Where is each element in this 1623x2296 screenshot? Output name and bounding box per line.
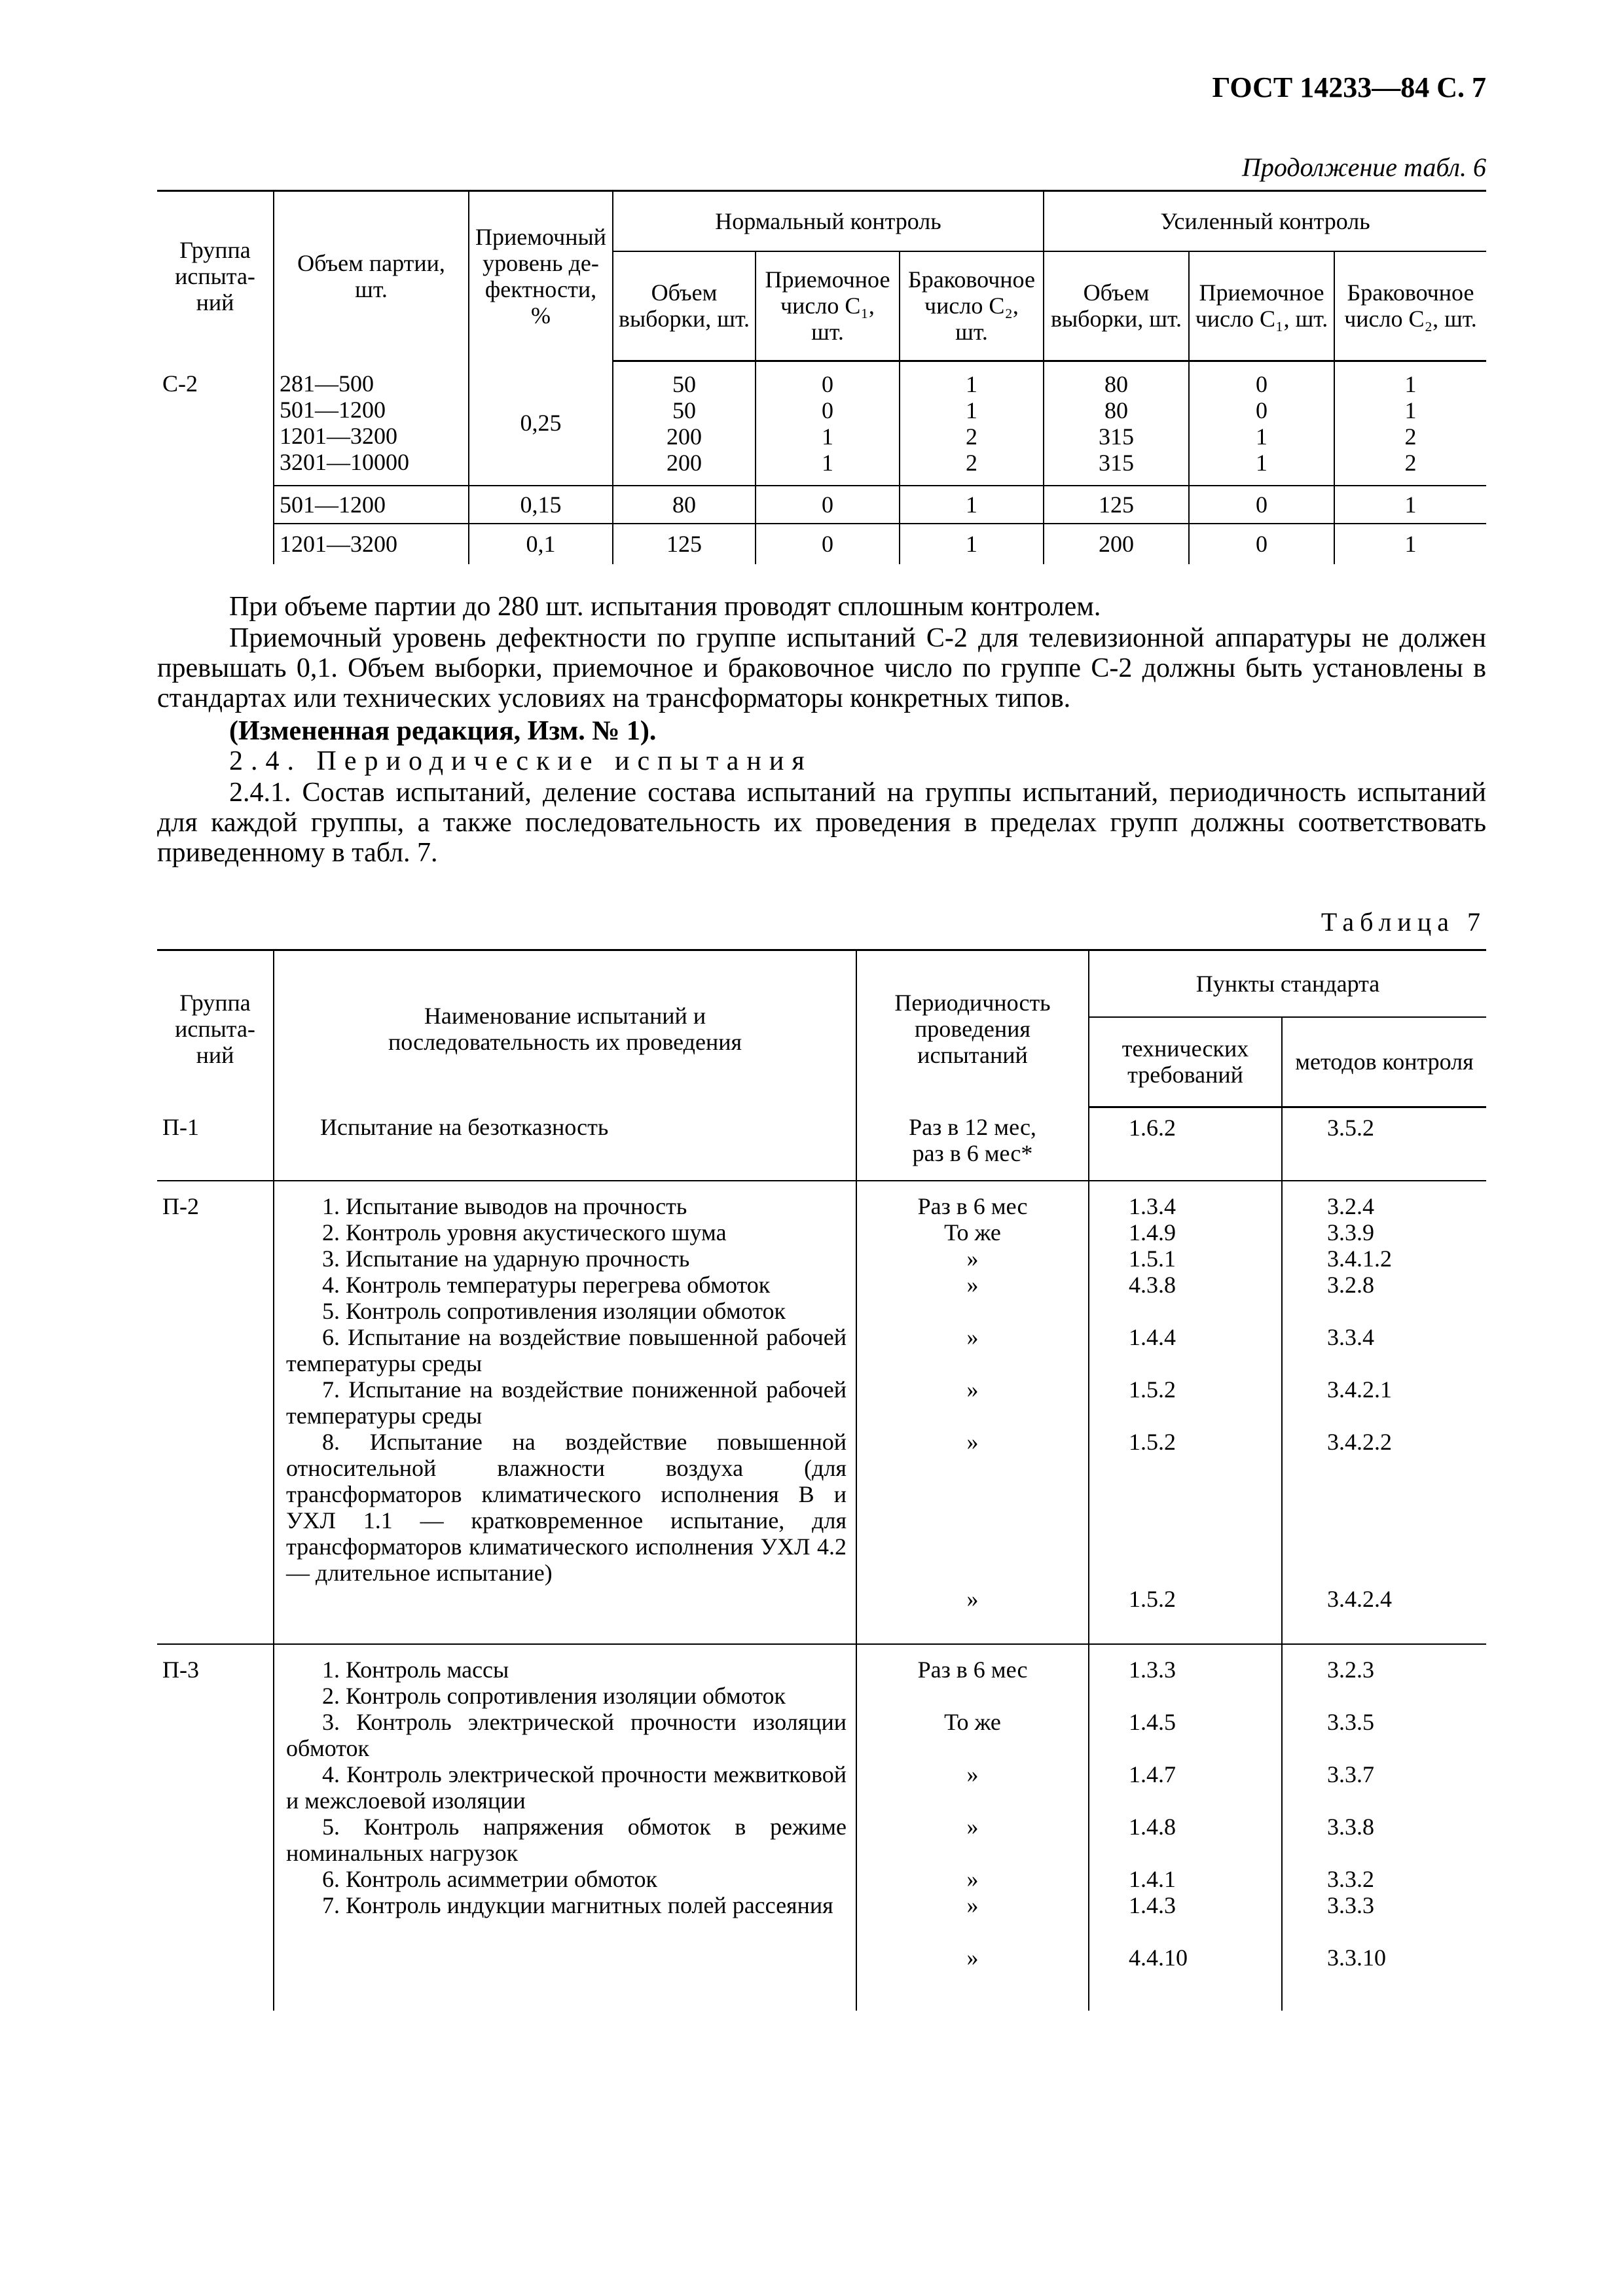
t7-p2-method-cell: 3.4.1.2	[1327, 1245, 1392, 1272]
t7-p2-method-cell: 3.3.9	[1327, 1219, 1374, 1246]
t6-cell: 0	[822, 397, 833, 423]
t7-p2-item: 1. Испытание выводов на прочность	[322, 1193, 687, 1219]
t7-p3-period-cell: »	[966, 1813, 979, 1840]
t6-r2-lot: 501—1200	[274, 486, 469, 524]
t7-p2-method-cell: 3.2.8	[1327, 1271, 1374, 1298]
paragraph-2-4-1: 2.4.1. Состав испытаний, деление состава испытаний на группы испытаний, периодичность испытаний для каждой группы, а также последовательность их проведения в пределах групп должны соответствовать приведенному в табл. 7.	[157, 778, 1486, 868]
t6-r3-cell: 125	[613, 524, 756, 564]
t7-header-group: Группа испыта- ний	[175, 990, 255, 1069]
t7-p1-period	[856, 1107, 1089, 1181]
t6-header-t-acc: Приемочное число C₁, шт.	[1189, 251, 1334, 361]
section-periodic-tests: 2.4. Периодические испытания	[229, 746, 812, 776]
t7-p3-tech-cell: 1.4.3	[1129, 1892, 1176, 1918]
t6-cell: 0	[1256, 397, 1267, 423]
t7-p2-tech-cell: 1.3.4	[1129, 1193, 1176, 1219]
t6-r2-cell: 1	[1334, 486, 1486, 524]
paragraph-aql-tv: Приемочный уровень дефектности по группе испытаний С-2 для телевизионной аппаратуры не должен превышать 0,1. Объем выборки, приемочное и браковочное число по группе С-2 должны быть установлены в стандартах или технических условиях на трансформаторы конкретных типов.	[157, 623, 1486, 713]
t6-header-n-sample: Объем выборки, шт.	[613, 251, 756, 361]
t7-p3-method-cell: 3.2.3	[1327, 1656, 1374, 1683]
t7-p3-period-cell: »	[966, 1944, 979, 1971]
t7-p2-method-cell: 3.2.4	[1327, 1193, 1374, 1219]
t6-header-n-acc: Приемочное число C₁, шт.	[756, 251, 900, 361]
t7-p3-method	[1282, 1644, 1486, 2011]
t7-p3-period-cell: »	[966, 1865, 979, 1892]
t6-header-t-rej: Браковочное число C₂, шт.	[1334, 251, 1486, 361]
t7-p2-group: П-2	[157, 1181, 274, 1644]
t7-p2-tech-cell: 1.4.4	[1129, 1323, 1176, 1350]
paragraph-amendment: (Измененная редакция, Изм. № 1).	[229, 716, 657, 746]
t6-r3-cell: 1	[900, 524, 1044, 564]
t7-p2-method-cell: 3.3.4	[1327, 1323, 1374, 1350]
t7-p3-method-cell: 3.3.2	[1327, 1865, 1374, 1892]
table-continuation-label: Продолжение табл. 6	[1241, 152, 1486, 182]
t7-p2-tech-cell: 1.5.2	[1129, 1585, 1176, 1612]
t6-n-rej	[900, 361, 1044, 486]
t6-r3-aql: 0,1	[469, 524, 613, 564]
t6-r3-cell: 200	[1044, 524, 1189, 564]
t7-p2-tech-cell: 1.5.1	[1129, 1245, 1176, 1272]
t6-lot: 281—500	[280, 370, 374, 397]
paragraph-sampling: При объеме партии до 280 шт. испытания проводят сплошным контролем.	[229, 592, 1101, 622]
t7-p2-period-cell: »	[966, 1323, 979, 1350]
t7-p2-method	[1282, 1181, 1486, 1644]
t7-header-tech: технических требований	[1089, 1017, 1282, 1107]
t6-header-group: Группа испыта- ний	[175, 237, 255, 316]
t6-header-aql: Приемочный уровень де- фектности, %	[469, 191, 613, 361]
t7-p3-period-cell: »	[966, 1761, 979, 1787]
t7-p2-tech-cell: 1.5.2	[1129, 1376, 1176, 1403]
t7-p1-name: Испытание на безотказность	[274, 1107, 856, 1181]
t7-p3-item: 2. Контроль сопротивления изоляции обмоток	[322, 1682, 786, 1709]
t6-cell: 2	[966, 423, 977, 450]
t6-header-n-rej: Браковочное число C₂, шт.	[900, 251, 1044, 361]
t7-p3-method-cell: 3.3.3	[1327, 1892, 1374, 1918]
t7-p2-tech-cell: 4.3.8	[1129, 1271, 1176, 1298]
t7-p1-tech: 1.6.2	[1089, 1107, 1282, 1181]
t7-p2-tech	[1089, 1181, 1282, 1644]
t7-p3-method-cell: 3.3.7	[1327, 1761, 1374, 1787]
t7-p3-method-cell: 3.3.5	[1327, 1708, 1374, 1735]
t6-cell: 80	[1104, 371, 1128, 397]
t7-p3-items	[274, 1644, 856, 2011]
t6-cell: 315	[1099, 450, 1134, 476]
t7-header-name: Наименование испытаний и последовательность их проведения	[274, 950, 856, 1107]
t6-r3-cell: 0	[756, 524, 900, 564]
t7-p3-method-cell: 3.3.10	[1327, 1944, 1386, 1971]
t7-p2-period-cell: »	[966, 1376, 979, 1403]
t7-p2-items	[274, 1181, 856, 1644]
t6-header-t-sample: Объем выборки, шт.	[1044, 251, 1189, 361]
t6-cell: 1	[966, 371, 977, 397]
t6-t-acc	[1189, 361, 1334, 486]
t6-cell: 2	[1404, 423, 1417, 450]
t7-p1-method: 3.5.2	[1282, 1107, 1486, 1181]
t7-p2-tech-cell: 1.4.9	[1129, 1219, 1176, 1246]
t7-p3-period-cell: »	[966, 1892, 979, 1918]
t7-p2-method-cell: 3.4.2.2	[1327, 1428, 1392, 1455]
t7-p2-period-cell: То же	[944, 1219, 1001, 1246]
t7-p3-tech-cell: 1.4.1	[1129, 1865, 1176, 1892]
t6-aql: 0,25	[469, 361, 613, 486]
t6-r2-cell: 1	[900, 486, 1044, 524]
t7-p3-item: 1. Контроль массы	[322, 1656, 509, 1683]
t7-p3-item: 6. Контроль асимметрии обмоток	[322, 1865, 658, 1892]
t6-cell: 1	[822, 450, 833, 476]
t7-p3-item: 5. Контроль напряжения обмоток в режиме номинальных нагрузок	[286, 1813, 847, 1866]
t7-p2-period-cell: »	[966, 1585, 979, 1612]
t6-n-acc	[756, 361, 900, 486]
t7-p3-item: 7. Контроль индукции магнитных полей рассеяния	[322, 1892, 833, 1918]
t6-lot: 1201—3200	[280, 422, 397, 449]
t6-cell: 1	[1404, 371, 1417, 397]
t7-p2-method-cell: 3.4.2.1	[1327, 1376, 1392, 1403]
t6-cell: 200	[666, 450, 702, 476]
t7-p1-period-line: Раз в 12 мес,	[909, 1113, 1036, 1140]
t7-p3-period-cell: Раз в 6 мес	[917, 1656, 1028, 1683]
table-6	[157, 190, 1486, 564]
t7-p2-tech-cell: 1.5.2	[1129, 1428, 1176, 1455]
t7-p3-period	[856, 1644, 1089, 2011]
t6-group: С-2	[162, 370, 198, 397]
t6-n-sample	[613, 361, 756, 486]
t6-r2-aql: 0,15	[469, 486, 613, 524]
t6-cell: 1	[1256, 450, 1267, 476]
t7-p3-tech-cell: 1.4.7	[1129, 1761, 1176, 1787]
t7-p2-item: 6. Испытание на воздействие повышенной рабочей температуры среды	[286, 1323, 847, 1376]
t6-header-normal: Нормальный контроль	[613, 191, 1044, 251]
t6-t-rej	[1334, 361, 1486, 486]
t6-header-lot: Объем партии, шт.	[274, 191, 469, 361]
t6-lot: 501—1200	[280, 396, 386, 423]
t7-p2-item: 4. Контроль температуры перегрева обмоток	[322, 1271, 771, 1298]
t6-lots	[274, 361, 469, 486]
t7-header-points: Пункты стандарта	[1089, 950, 1486, 1017]
t6-cell: 1	[1256, 423, 1267, 450]
t7-p1-period-line: раз в 6 мес*	[912, 1139, 1033, 1166]
t7-p3-method-cell: 3.3.8	[1327, 1813, 1374, 1840]
t7-p2-period-cell: Раз в 6 мес	[917, 1193, 1028, 1219]
t6-cell: 50	[672, 371, 696, 397]
t6-cell: 1	[1404, 397, 1417, 423]
t7-p2-period-cell: »	[966, 1245, 979, 1272]
t6-cell: 0	[1256, 371, 1267, 397]
t7-p3-tech	[1089, 1644, 1282, 2011]
t7-p3-item: 3. Контроль электрической прочности изоляции обмоток	[286, 1708, 847, 1761]
t6-r2-cell: 0	[756, 486, 900, 524]
t7-p2-item: 7. Испытание на воздействие пониженной рабочей температуры среды	[286, 1376, 847, 1429]
t6-cell: 2	[1404, 450, 1417, 476]
t7-p3-period-cell: То же	[944, 1708, 1001, 1735]
t6-cell: 1	[966, 397, 977, 423]
t6-r2-cell: 0	[1189, 486, 1334, 524]
t6-cell: 2	[966, 450, 977, 476]
t7-p2-method-cell: 3.4.2.4	[1327, 1585, 1392, 1612]
t7-p2-period-cell: »	[966, 1428, 979, 1455]
t6-cell: 80	[1104, 397, 1128, 423]
t6-cell: 50	[672, 397, 696, 423]
t6-r3-cell: 1	[1334, 524, 1486, 564]
t7-p2-item: 2. Контроль уровня акустического шума	[322, 1219, 727, 1246]
t7-p2-period	[856, 1181, 1089, 1644]
table-7-title: Таблица 7	[1321, 907, 1486, 937]
t6-cell: 315	[1099, 423, 1134, 450]
t7-header-period: Периодичность проведения испытаний	[856, 950, 1089, 1107]
t6-r2-cell: 80	[613, 486, 756, 524]
t6-cell: 200	[666, 423, 702, 450]
table-7	[157, 949, 1486, 2011]
t7-p2-item: 3. Испытание на ударную прочность	[322, 1245, 690, 1272]
t7-p2-period-cell: »	[966, 1271, 979, 1298]
t7-p3-tech-cell: 1.4.8	[1129, 1813, 1176, 1840]
t7-p2-item: 5. Контроль сопротивления изоляции обмоток	[322, 1297, 786, 1324]
t7-p3-tech-cell: 1.4.5	[1129, 1708, 1176, 1735]
t6-r3-cell: 0	[1189, 524, 1334, 564]
t6-cell: 1	[822, 423, 833, 450]
t6-t-sample	[1044, 361, 1189, 486]
t7-p3-group: П-3	[157, 1644, 274, 2011]
t6-lot: 3201—10000	[280, 448, 409, 475]
t7-p3-item: 4. Контроль электрической прочности межвитковой и межслоевой изоляции	[286, 1761, 847, 1814]
t6-header-tight: Усиленный контроль	[1044, 191, 1486, 251]
t7-p3-tech-cell: 1.3.3	[1129, 1656, 1176, 1683]
t6-r3-lot: 1201—3200	[274, 524, 469, 564]
t6-r2-cell: 125	[1044, 486, 1189, 524]
page-header: ГОСТ 14233—84 С. 7	[1212, 71, 1486, 103]
t6-cell: 0	[822, 371, 833, 397]
t7-p3-tech-cell: 4.4.10	[1129, 1944, 1188, 1971]
t7-p2-item: 8. Испытание на воздействие повышенной относительной влажности воздуха (для трансформаторов климатического исполнения В и УХЛ 1.1 — кратковременное испытание, для трансформаторов климатического исполнения УХЛ 4.2 — длительное испытание)	[286, 1428, 847, 1586]
t7-header-methods: методов контроля	[1282, 1017, 1486, 1107]
t7-p1-group: П-1	[162, 1113, 199, 1140]
